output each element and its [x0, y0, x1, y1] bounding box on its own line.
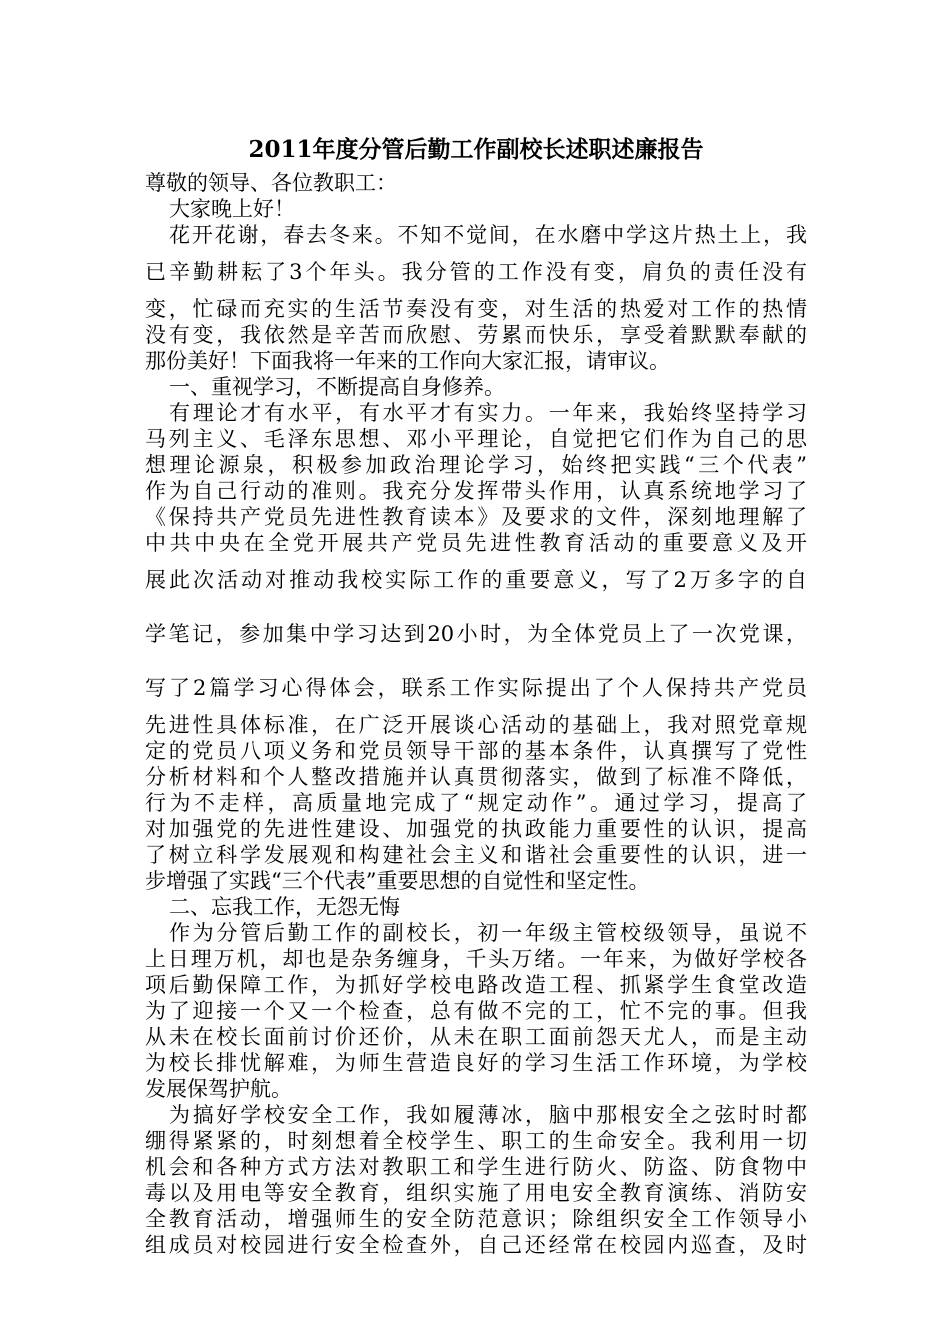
- salutation: 尊敬的领导、各位教职工：: [145, 171, 397, 195]
- paragraph-line: 写了2篇学习心得体会，联系工作实际提出了个人保持共产党员: [145, 676, 807, 700]
- paragraph-line: 项后勤保障工作，为抓好学校电路改造工程、抓紧学生食堂改造: [145, 973, 807, 997]
- paragraph-line: 有理论才有水平，有水平才有实力。一年来，我始终坚持学习: [169, 401, 807, 425]
- greeting: 大家晚上好！: [169, 197, 295, 221]
- paragraph-line: 为校长排忧解难，为师生营造良好的学习生活工作环境，为学校: [145, 1051, 807, 1075]
- paragraph-line: 作为自己行动的准则。我充分发挥带头作用，认真系统地学习了: [145, 479, 807, 503]
- section-heading-2: 二、忘我工作，无怨无悔: [169, 895, 400, 919]
- section-heading-1: 一、重视学习，不断提高自身修养。: [169, 375, 505, 399]
- paragraph-line: 分析材料和个人整改措施并认真贯彻落实，做到了标准不降低，: [145, 765, 807, 789]
- paragraph-line: 机会和各种方式方法对教职工和学生进行防火、防盗、防食物中: [145, 1155, 807, 1179]
- document-page: [145, 130, 807, 1258]
- paragraph-line: 没有变，我依然是辛苦而欣慰、劳累而快乐，享受着默默奉献的: [145, 323, 807, 347]
- paragraph-line: 为了迎接一个又一个检查，总有做不完的工，忙不完的事。但我: [145, 999, 807, 1023]
- paragraph-line: 已辛勤耕耘了3个年头。我分管的工作没有变，肩负的责任没有: [145, 260, 807, 284]
- paragraph-line: 那份美好！下面我将一年来的工作向大家汇报，请审议。: [145, 349, 670, 373]
- paragraph-line: 毒以及用电等安全教育，组织实施了用电安全教育演练、消防安: [145, 1181, 807, 1205]
- paragraph-line: 学笔记，参加集中学习达到20小时，为全体党员上了一次党课，: [145, 622, 807, 646]
- paragraph-line: 从未在校长面前讨价还价，从未在职工面前怨天尤人，而是主动: [145, 1025, 807, 1049]
- paragraph-line: 为搞好学校安全工作，我如履薄冰，脑中那根安全之弦时时都: [169, 1103, 807, 1127]
- paragraph-line: 展此次活动对推动我校实际工作的重要意义，写了2万多字的自: [145, 568, 807, 592]
- document-title: 2011年度分管后勤工作副校长述职述廉报告: [248, 136, 704, 163]
- paragraph-line: 全教育活动，增强师生的安全防范意识；除组织安全工作领导小: [145, 1207, 807, 1231]
- paragraph-line: 定的党员八项义务和党员领导干部的基本条件，认真撰写了党性: [145, 739, 807, 763]
- paragraph-line: 想理论源泉，积极参加政治理论学习，始终把实践“三个代表”: [145, 453, 807, 477]
- paragraph-line: 变，忙碌而充实的生活节奏没有变，对生活的热爱对工作的热情: [145, 297, 807, 321]
- paragraph-line: 组成员对校园进行安全检查外，自己还经常在校园内巡查，及时: [145, 1233, 807, 1257]
- paragraph-line: 了树立科学发展观和构建社会主义和谐社会重要性的认识，进一: [145, 843, 807, 867]
- paragraph-line: 行为不走样，高质量地完成了“规定动作”。通过学习，提高了: [145, 791, 807, 815]
- paragraph-line: 中共中央在全党开展共产党员先进性教育活动的重要意义及开: [145, 531, 807, 555]
- paragraph-line: 《保持共产党员先进性教育读本》及要求的文件，深刻地理解了: [145, 505, 807, 529]
- paragraph-line: 上日理万机，却也是杂务缠身，千头万绪。一年来，为做好学校各: [145, 947, 807, 971]
- paragraph-line: 作为分管后勤工作的副校长，初一年级主管校级领导，虽说不: [169, 921, 807, 945]
- paragraph-line: 先进性具体标准，在广泛开展谈心活动的基础上，我对照党章规: [145, 713, 807, 737]
- paragraph-line: 对加强党的先进性建设、加强党的执政能力重要性的认识，提高: [145, 817, 807, 841]
- paragraph-line: 步增强了实践“三个代表”重要思想的自觉性和坚定性。: [145, 869, 650, 893]
- paragraph-line: 马列主义、毛泽东思想、邓小平理论，自觉把它们作为自己的思: [145, 427, 807, 451]
- paragraph-line: 花开花谢，春去冬来。不知不觉间，在水磨中学这片热土上，我: [169, 223, 807, 247]
- paragraph-line: 发展保驾护航。: [145, 1077, 292, 1101]
- paragraph-line: 绷得紧紧的，时刻想着全校学生、职工的生命安全。我利用一切: [145, 1129, 807, 1153]
